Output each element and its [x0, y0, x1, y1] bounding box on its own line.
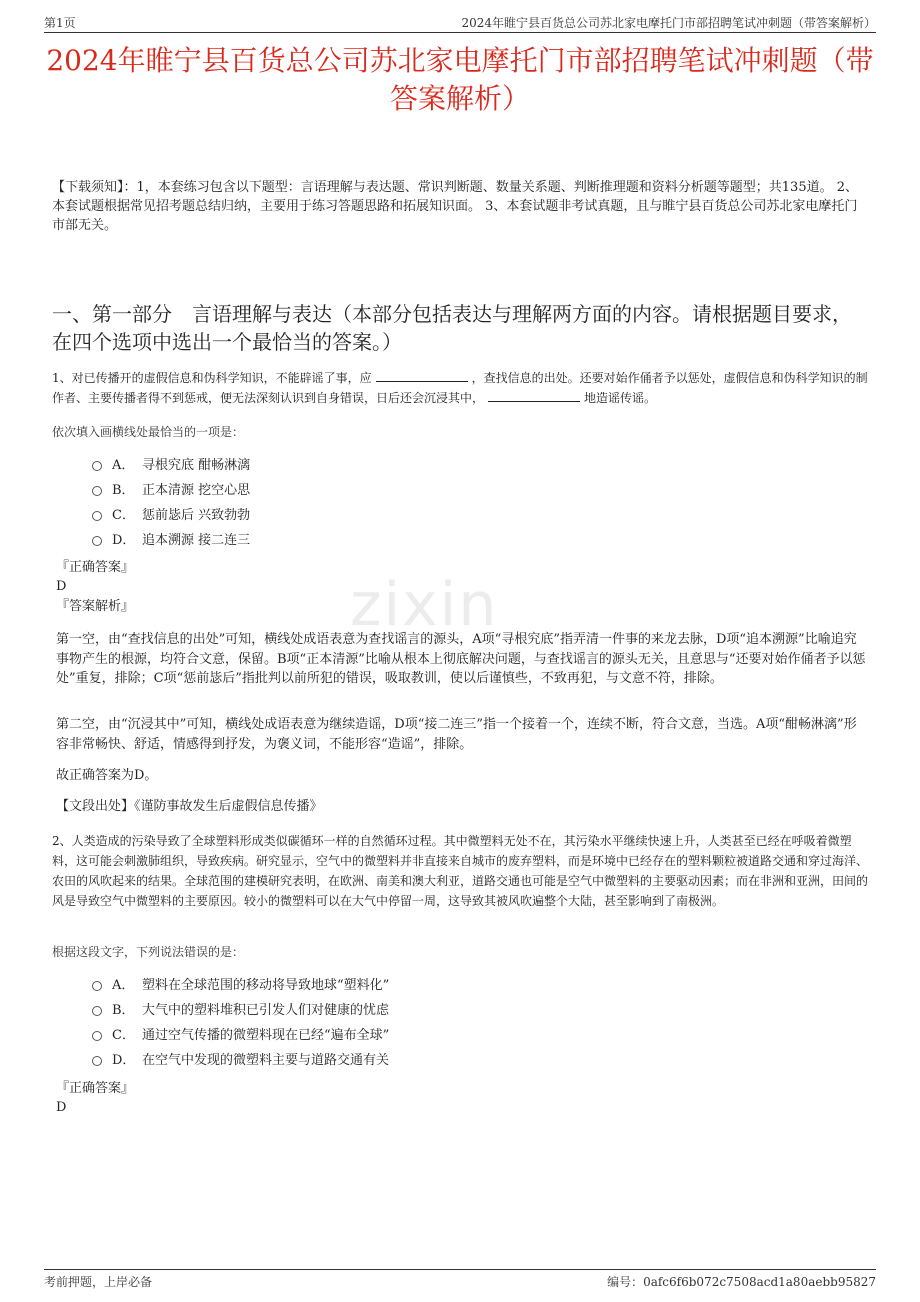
radio-icon[interactable]: [92, 1006, 102, 1016]
answer-blank: [488, 389, 580, 402]
option-letter: D．: [112, 533, 136, 548]
option-b[interactable]: [92, 478, 250, 503]
source-citation: 【文段出处】《谨防事故发生后虚假信息传播》: [56, 799, 323, 814]
document-code: [607, 1273, 876, 1290]
page-header: [44, 12, 876, 33]
option-text: 塑料在全球范围的移动将导致地球“塑料化”: [142, 978, 390, 993]
radio-icon[interactable]: [92, 461, 102, 471]
watermark: zixin: [350, 570, 499, 640]
document-code-value: 0afc6f6b072c7508acd1a80aebb95827: [643, 1275, 876, 1289]
option-letter: B．: [112, 1003, 135, 1018]
question-1-text-a: 1、对已传播开的虚假信息和伪科学知识，不能辟谣了事，应: [52, 371, 372, 385]
option-text: 寻根究底 酣畅淋漓: [142, 458, 251, 473]
section-heading: 一、第一部分 言语理解与表达（本部分包括表达与理解两方面的内容。请根据题目要求，在四个选项中选出一个最恰当的答案。）: [52, 302, 852, 354]
answer-blank: [376, 369, 468, 382]
question-2-prompt: 根据这段文字，下列说法错误的是：: [52, 945, 245, 959]
option-c[interactable]: [92, 1023, 389, 1048]
page-title: 2024年睢宁县百货总公司苏北家电摩托门市部招聘笔试冲刺题（带答案解析）: [46, 44, 874, 115]
question-1-text: [52, 368, 870, 408]
option-text: 惩前毖后 兴致勃勃: [142, 508, 251, 523]
option-a[interactable]: [92, 973, 389, 998]
analysis-label: 『答案解析』: [56, 599, 135, 614]
radio-icon[interactable]: [92, 536, 102, 546]
radio-icon[interactable]: [92, 981, 102, 991]
question-2-options: [92, 973, 389, 1073]
option-text: 正本清源 挖空心思: [142, 483, 251, 498]
option-d[interactable]: [92, 528, 250, 553]
option-d[interactable]: [92, 1048, 389, 1073]
radio-icon[interactable]: [92, 511, 102, 521]
question-2-text: 2、人类造成的污染导致了全球塑料形成类似碳循环一样的自然循环过程。其中微塑料无处不在，其污染水平继续快速上升，人类甚至已经在呼吸着微塑料，这可能会刺激肺组织，导致疾病。研究显示，空气中的微塑料并非直接来自城市的废弃塑料，而是环境中已经存在的塑料颗粒被道路交通和穿过海洋、农田的风吹起来的结果。全球范围的建模研究表明，在欧洲、南美和澳大利亚，道路交通也可能是空气中微塑料的主要驱动因素；而在非洲和亚洲，田间的风是导致空气中微塑料的主要原因。较小的微塑料可以在大气中停留一周，这导致其被风吹遍整个大陆，甚至影响到了南极洲。: [52, 834, 869, 908]
answer-value: D: [56, 579, 67, 594]
download-notice: 【下载须知】：1，本套练习包含以下题型：言语理解与表达题、常识判断题、数量关系题、判断推理题和资料分析题等题型；共135道。 2、本套试题根据常见招考题总结归纳，主要用于练习答题思路和拓展知识面。 3、本套试题非考试真题，且与睢宁县百货总公司苏北家电摩托门市部无关。: [52, 180, 858, 233]
radio-icon[interactable]: [92, 1031, 102, 1041]
question-1-text-b: ，查找信息的出处。还要对始作俑者予以惩处，虚假信息和伪科学知识的制作者、主要传播者得不到惩戒，便无法深刻认识到自身错误，日后还会沉浸其中，: [52, 371, 868, 405]
option-letter: A．: [112, 978, 135, 993]
answer-label: 『正确答案』: [56, 560, 135, 575]
answer-value: D: [56, 1100, 67, 1115]
question-1-options: [92, 453, 250, 553]
option-c[interactable]: [92, 503, 250, 528]
option-text: 通过空气传播的微塑料现在已经“遍布全球”: [142, 1028, 390, 1043]
option-letter: A．: [112, 458, 135, 473]
header-doc-title: 2024年睢宁县百货总公司苏北家电摩托门市部招聘笔试冲刺题（带答案解析）: [461, 16, 876, 30]
analysis-conclusion: 故正确答案为D。: [56, 768, 158, 783]
footer-slogan: 考前押题，上岸必备: [44, 1275, 153, 1289]
analysis-paragraph-1: 第一空，由“查找信息的出处”可知，横线处成语表意为查找谣言的源头，A项“寻根究底”指弄清一件事的来龙去脉，D项“追本溯源”比喻追究事物产生的根源，均符合文意，保留。B项“正本清源”比喻从根本上彻底解决问题，与查找谣言的源头无关，且意思与“还要对始作俑者予以惩处”重复，排除；C项“惩前毖后”指批判以前所犯的错误，吸取教训，使以后谨慎些，不致再犯，与文意不符，排除。: [56, 632, 866, 686]
option-letter: C．: [112, 508, 135, 523]
option-text: 大气中的塑料堆积已引发人们对健康的忧虑: [142, 1003, 390, 1018]
question-1-prompt: 依次填入画横线处最恰当的一项是：: [52, 425, 245, 439]
option-letter: D．: [112, 1053, 136, 1068]
page-footer: [44, 1269, 876, 1288]
option-text: 追本溯源 接二连三: [142, 533, 251, 548]
option-letter: B．: [112, 483, 135, 498]
question-1-text-c: 地造谣传谣。: [584, 391, 657, 405]
analysis-paragraph-2: 第二空，由“沉浸其中”可知，横线处成语表意为继续造谣，D项“接二连三”指一个接着一个，连续不断，符合文意，当选。A项“酣畅淋漓”形容非常畅快、舒适，情感得到抒发，为褒义词，不能形容“造谣”，排除。: [56, 717, 857, 752]
option-a[interactable]: [92, 453, 250, 478]
radio-icon[interactable]: [92, 1056, 102, 1066]
option-text: 在空气中发现的微塑料主要与道路交通有关: [142, 1053, 390, 1068]
answer-label: 『正确答案』: [56, 1081, 135, 1096]
document-code-label: 编号：: [607, 1275, 644, 1289]
option-letter: C．: [112, 1028, 135, 1043]
page-number: 第1页: [44, 16, 76, 30]
option-b[interactable]: [92, 998, 389, 1023]
radio-icon[interactable]: [92, 486, 102, 496]
